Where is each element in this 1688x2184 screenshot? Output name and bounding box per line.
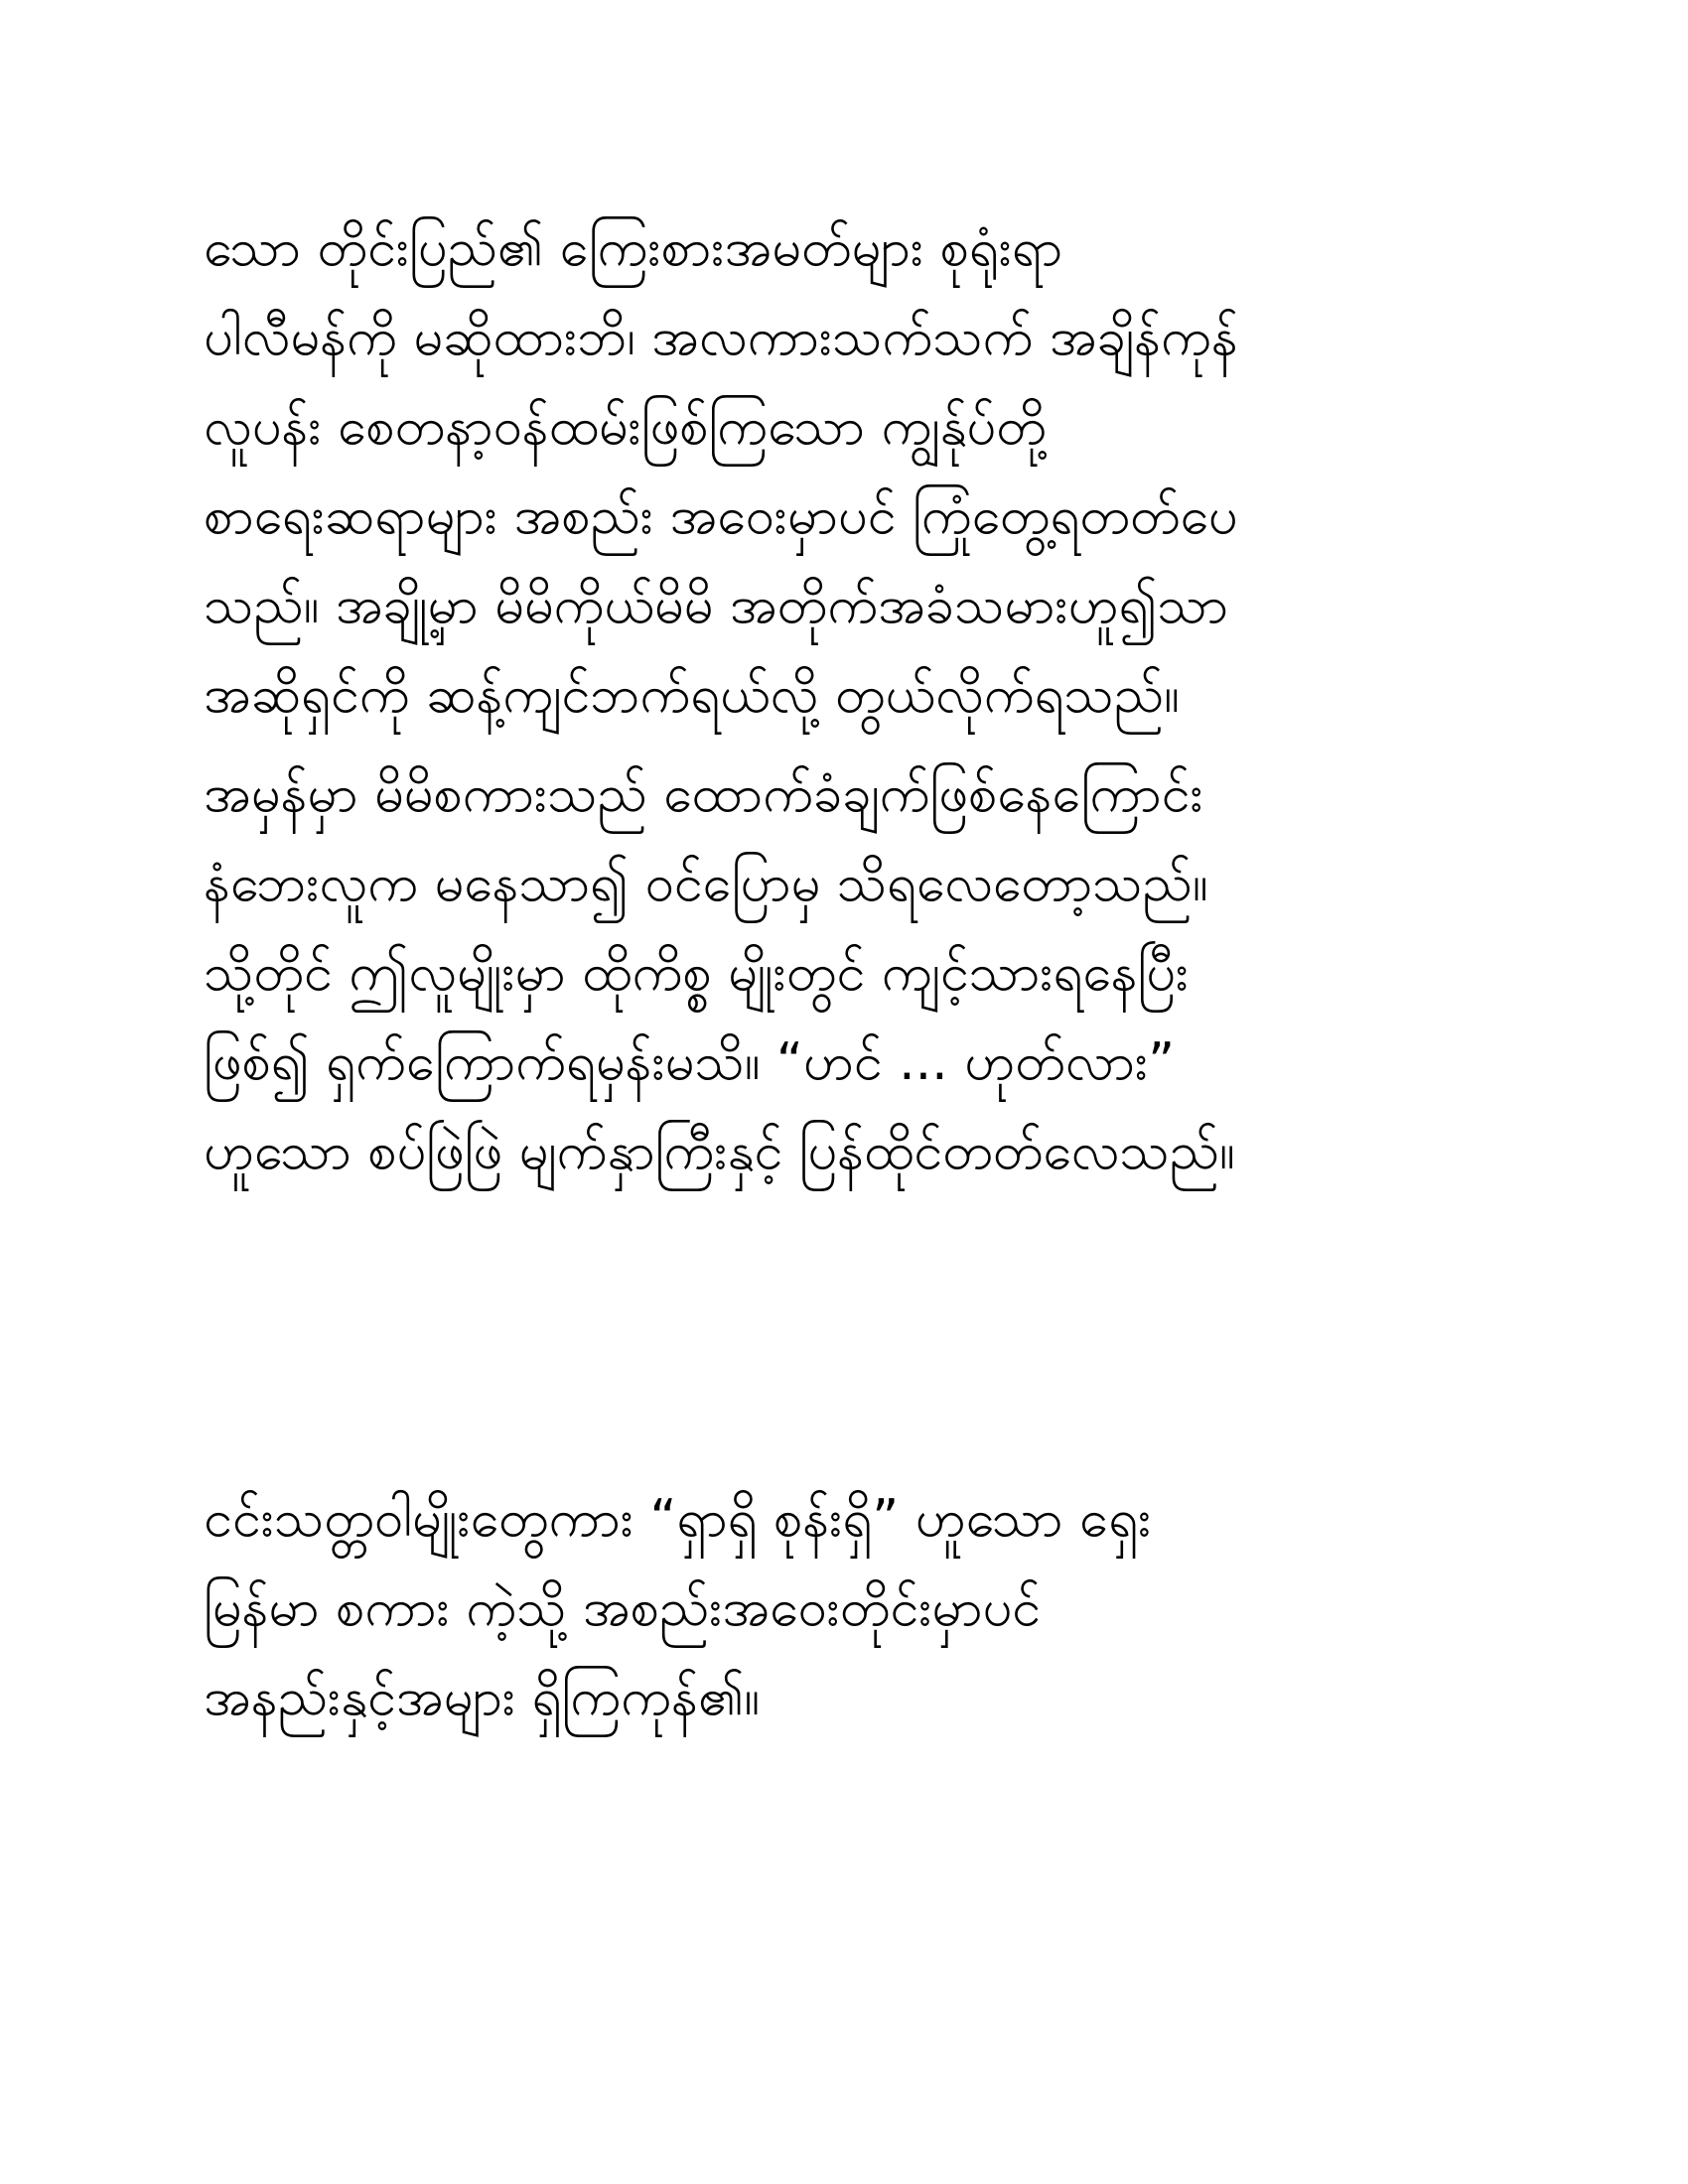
text-line: အဆိုရှင်ကို ဆန့်ကျင်ဘက်ရယ်လို့ တွယ်လိုက်ရသည်။ [204, 665, 1180, 725]
text-line: လူပန်း စေတနာ့ဝန်ထမ်းဖြစ်ကြသော ကျွန်ုပ်တို့ [204, 397, 1047, 457]
text-line: မြန်မာ စကား ကဲ့သို့ အစည်းအဝေးတိုင်းမှာပင် [204, 1578, 1041, 1638]
text-line: ဖြစ်၍ ရှက်ကြောက်ရမှန်းမသိ။ “ဟင် ... ဟုတ်လား” [204, 1032, 1176, 1092]
text-line: စာရေးဆရာများ အစည်း အဝေးမှာပင် ကြုံတွေ့ရတတ်ပေ [204, 486, 1238, 546]
paragraph-1 [204, 204, 1514, 1196]
text-line: ပါလီမန်ကို မဆိုထားဘိ၊ အလကားသက်သက် အချိန်ကုန် [204, 308, 1238, 367]
paragraph-2 [204, 1474, 1514, 1742]
text-line: သို့တိုင် ဤလူမျိုးမှာ ထိုကိစ္စ မျိုးတွင် ကျင့်သားရနေပြီး [204, 943, 1190, 1003]
text-line: အနည်းနှင့်အများ ရှိကြကုန်၏။ [204, 1668, 760, 1727]
text-line: အမှန်မှာ မိမိစကားသည် ထောက်ခံချက်ဖြစ်နေကြောင်း [204, 764, 1203, 824]
text-line: သည်။ အချို့မှာ မိမိကိုယ်မိမိ အတိုက်အခံသမားဟူ၍သာ [204, 576, 1229, 635]
text-line: နံဘေးလူက မနေသာ၍ ဝင်ပြောမှ သိရလေတော့သည်။ [204, 854, 1208, 913]
text-line: သော တိုင်းပြည်၏ ကြေးစားအမတ်များ စုရုံးရာ [204, 218, 1063, 278]
text-line: ဟူသော စပ်ဖြဲဖြဲ မျက်နှာကြီးနှင့် ပြန်ထိုင်တတ်လေသည်။ [204, 1122, 1235, 1181]
text-line: ငင်းသတ္တဝါမျိုးတွေကား “ရှာရှိ စုန်းရှိ” ဟူသော ရှေး [204, 1489, 1152, 1549]
